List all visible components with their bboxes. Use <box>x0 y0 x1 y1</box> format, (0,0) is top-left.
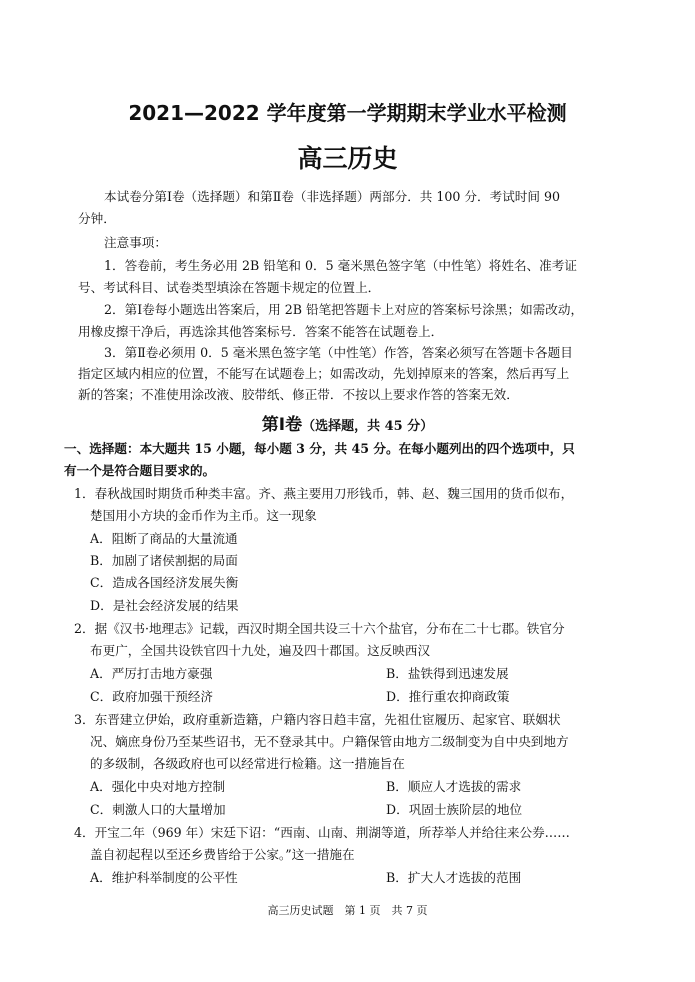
question-stem: 3．东晋建立伊始，政府重新造籍，户籍内容日趋丰富，先祖仕宦履历、起家官、联姻状 <box>74 712 561 727</box>
question-stem: 2．据《汉书·地理志》记载，西汉时期全国共设三十六个盐官，分布在二十七郡。铁官分 <box>74 621 565 636</box>
option-b: B．加剧了诸侯割据的局面 <box>90 553 238 568</box>
option-b: B．顺应人才选拔的需求 <box>386 779 522 794</box>
question-stem: 况、嫡庶身份乃至某些诏书，无不登录其中。户籍保管由地方二级制变为自中央到地方 <box>90 734 569 749</box>
option-d: D．推行重农抑商政策 <box>386 689 510 704</box>
option-d: D．巩固士族阶层的地位 <box>386 802 523 817</box>
option-d: D．是社会经济发展的结果 <box>90 598 239 613</box>
section-instruction: 有一个是符合题目要求的。 <box>64 463 216 478</box>
section-subtitle: （选择题，共 45 分） <box>302 419 434 434</box>
question-stem: 1．春秋战国时期货币种类丰富。齐、燕主要用刀形钱币，韩、赵、魏三国用的货币似布， <box>74 486 574 501</box>
option-a: A．强化中央对地方控制 <box>90 779 226 794</box>
option-a: A．阻断了商品的大量流通 <box>90 531 238 546</box>
question-stem: 楚国用小方块的金币作为主币。这一现象 <box>90 508 317 523</box>
option-c: C．政府加强干预经济 <box>90 689 213 704</box>
notice-line: 新的答案；不准使用涂改液、胶带纸、修正带．不按以上要求作答的答案无效． <box>78 387 519 402</box>
question-stem: 盖自初起程以至还乡费皆给于公家。”这一措施在 <box>90 847 355 862</box>
option-b: B．扩大人才选拔的范围 <box>386 870 522 885</box>
option-c: C．刺激人口的大量增加 <box>90 802 226 817</box>
notice-line: 指定区域内相应的位置，不能写在试题卷上；如需改动，先划掉原来的答案，然后再写上 <box>78 366 570 381</box>
section-instruction: 一、选择题：本大题共 15 小题，每小题 3 分，共 45 分。在每小题列出的四个选项中，只 <box>64 441 575 456</box>
notice-line: 3．第Ⅱ卷必须用 0．5 毫米黑色签字笔（中性笔）作答，答案必须写在答题卡各题目 <box>104 345 573 360</box>
question-stem: 4．开宝二年（969 年）宋廷下诏：“西南、山南、荆湖等道，所荐举人并给往来公券…… <box>74 825 570 840</box>
notice-line: 2．第Ⅰ卷每小题选出答案后，用 2B 铅笔把答题卡上对应的答案标号涂黑；如需改动， <box>104 302 584 317</box>
exam-title: 2021—2022 学年度第一学期期末学业水平检测 <box>128 101 567 125</box>
notice-line: 用橡皮擦干净后，再选涂其他答案标号．答案不能答在试题卷上． <box>78 324 444 339</box>
exam-subject: 高三历史 <box>297 144 398 173</box>
intro-line: 本试卷分第Ⅰ卷（选择题）和第Ⅱ卷（非选择题）两部分．共 100 分．考试时间 90 <box>104 189 561 204</box>
page-footer: 高三历史试题 第 1 页 共 7 页 <box>267 904 428 917</box>
question-stem: 布更广，全国共设铁官四十九处，遍及四十郡国。这反映西汉 <box>90 643 431 658</box>
option-a: A．严厉打击地方豪强 <box>90 666 213 681</box>
notice-title: 注意事项： <box>104 235 167 250</box>
question-stem: 的多级制，各级政府也可以经常进行检籍。这一措施旨在 <box>90 756 405 771</box>
section-title: 第Ⅰ卷 <box>261 415 303 435</box>
intro-line: 分钟． <box>78 211 116 226</box>
notice-line: 号、考试科目、试卷类型填涂在答题卡规定的位置上． <box>78 280 381 295</box>
notice-line: 1．答卷前，考生务必用 2B 铅笔和 0．5 毫米黑色签字笔（中性笔）将姓名、准考证 <box>104 258 577 273</box>
option-c: C．造成各国经济发展失衡 <box>90 575 239 590</box>
section-heading <box>0 410 695 435</box>
option-a: A．维护科举制度的公平性 <box>90 870 238 885</box>
option-b: B．盐铁得到迅速发展 <box>386 666 509 681</box>
